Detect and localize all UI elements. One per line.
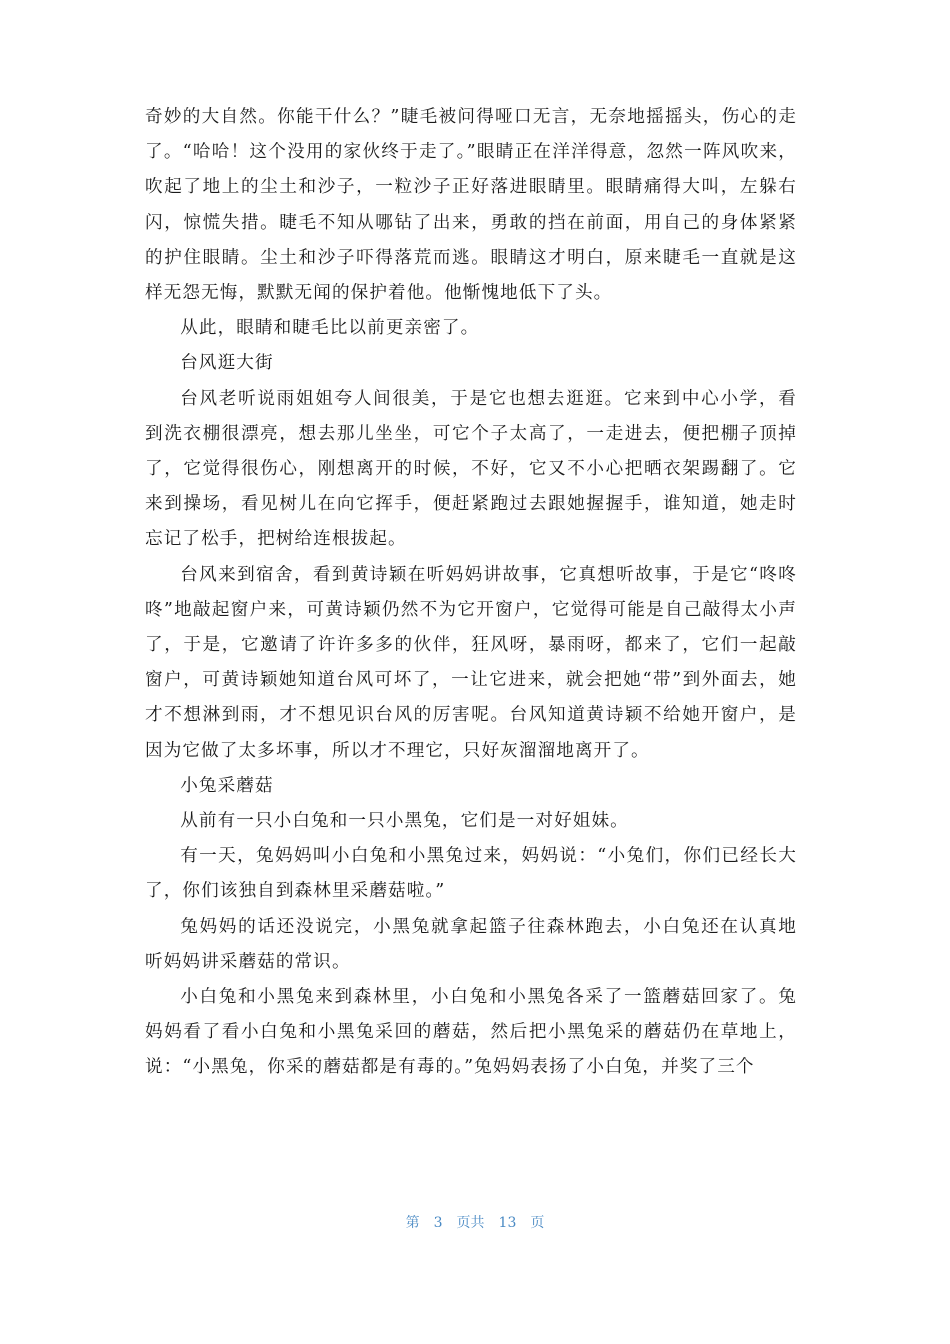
footer-current-page: 3: [433, 1215, 443, 1231]
paragraph-4: 台风来到宿舍，看到黄诗颖在听妈妈讲故事，它真想听故事，于是它“咚咚咚”地敲起窗户来，可黄诗颖仍然不为它开窗户，它觉得可能是自己敲得太小声了，于是，它邀请了许许多多的伙伴，狂风呀，暴雨呀，都来了，它们一起敲窗户，可黄诗颖她知道台风可坏了，一让它进来，就会把她“带”到外面去，她才不想淋到雨，才不想见识台风的厉害呢。台风知道黄诗颖不给她开窗户，是因为它做了太多坏事，所以才不理它，只好灰溜溜地离开了。: [145, 564, 797, 761]
section-heading-typhoon: 台风逛大街: [180, 353, 274, 374]
section-heading-rabbit: 小兔采蘑菇: [180, 775, 274, 796]
footer-label-ye: 页: [530, 1215, 545, 1231]
footer-total-pages: 13: [498, 1215, 517, 1231]
footer-label-di: 第: [405, 1215, 420, 1231]
paragraph-3: 台风老听说雨姐姐夸人间很美，于是它也想去逛逛。它来到中心小学，看到洗衣棚很漂亮，想去那儿坐坐，可它个子太高了，一走进去，便把棚子顶掉了，它觉得很伤心，刚想离开的时候，不好，它又不小心把晒衣架踢翻了。它来到操场，看见树儿在向它挥手，便赶紧跑过去跟她握握手，谁知道，她走时忘记了松手，把树给连根拔起。: [145, 388, 797, 550]
footer-label-ye-gong: 页共: [456, 1215, 485, 1231]
paragraph-1: 奇妙的大自然。你能干什么？”睫毛被问得哑口无言，无奈地摇摇头，伤心的走了。“哈哈！这个没用的家伙终于走了。”眼睛正在洋洋得意，忽然一阵风吹来，吹起了地上的尘土和沙子，一粒沙子正好落进眼睛里。眼睛痛得大叫，左躲右闪，惊慌失措。睫毛不知从哪钻了出来，勇敢的挡在前面，用自己的身体紧紧的护住眼睛。尘土和沙子吓得落荒而逃。眼睛这才明白，原来睫毛一直就是这样无怨无悔，默默无闻的保护着他。他惭愧地低下了头。: [145, 107, 797, 304]
paragraph-5: 从前有一只小白兔和一只小黑兔，它们是一对好姐妹。: [180, 811, 629, 832]
page-footer: [0, 1212, 950, 1232]
paragraph-6: 有一天，兔妈妈叫小白兔和小黑兔过来，妈妈说：“小兔们，你们已经长大了，你们该独自到森林里采蘑菇啦。”: [145, 846, 797, 902]
document-body: [145, 100, 797, 1086]
paragraph-7: 兔妈妈的话还没说完，小黑兔就拿起篮子往森林跑去，小白兔还在认真地听妈妈讲采蘑菇的常识。: [145, 916, 797, 972]
paragraph-2: 从此，眼睛和睫毛比以前更亲密了。: [180, 318, 480, 339]
paragraph-8: 小白兔和小黑兔来到森林里，小白兔和小黑兔各采了一篮蘑菇回家了。兔妈妈看了看小白兔和小黑兔采回的蘑菇，然后把小黑兔采的蘑菇仍在草地上，说：“小黑兔，你采的蘑菇都是有毒的。”兔妈妈表扬了小白兔，并奖了三个: [145, 987, 797, 1078]
